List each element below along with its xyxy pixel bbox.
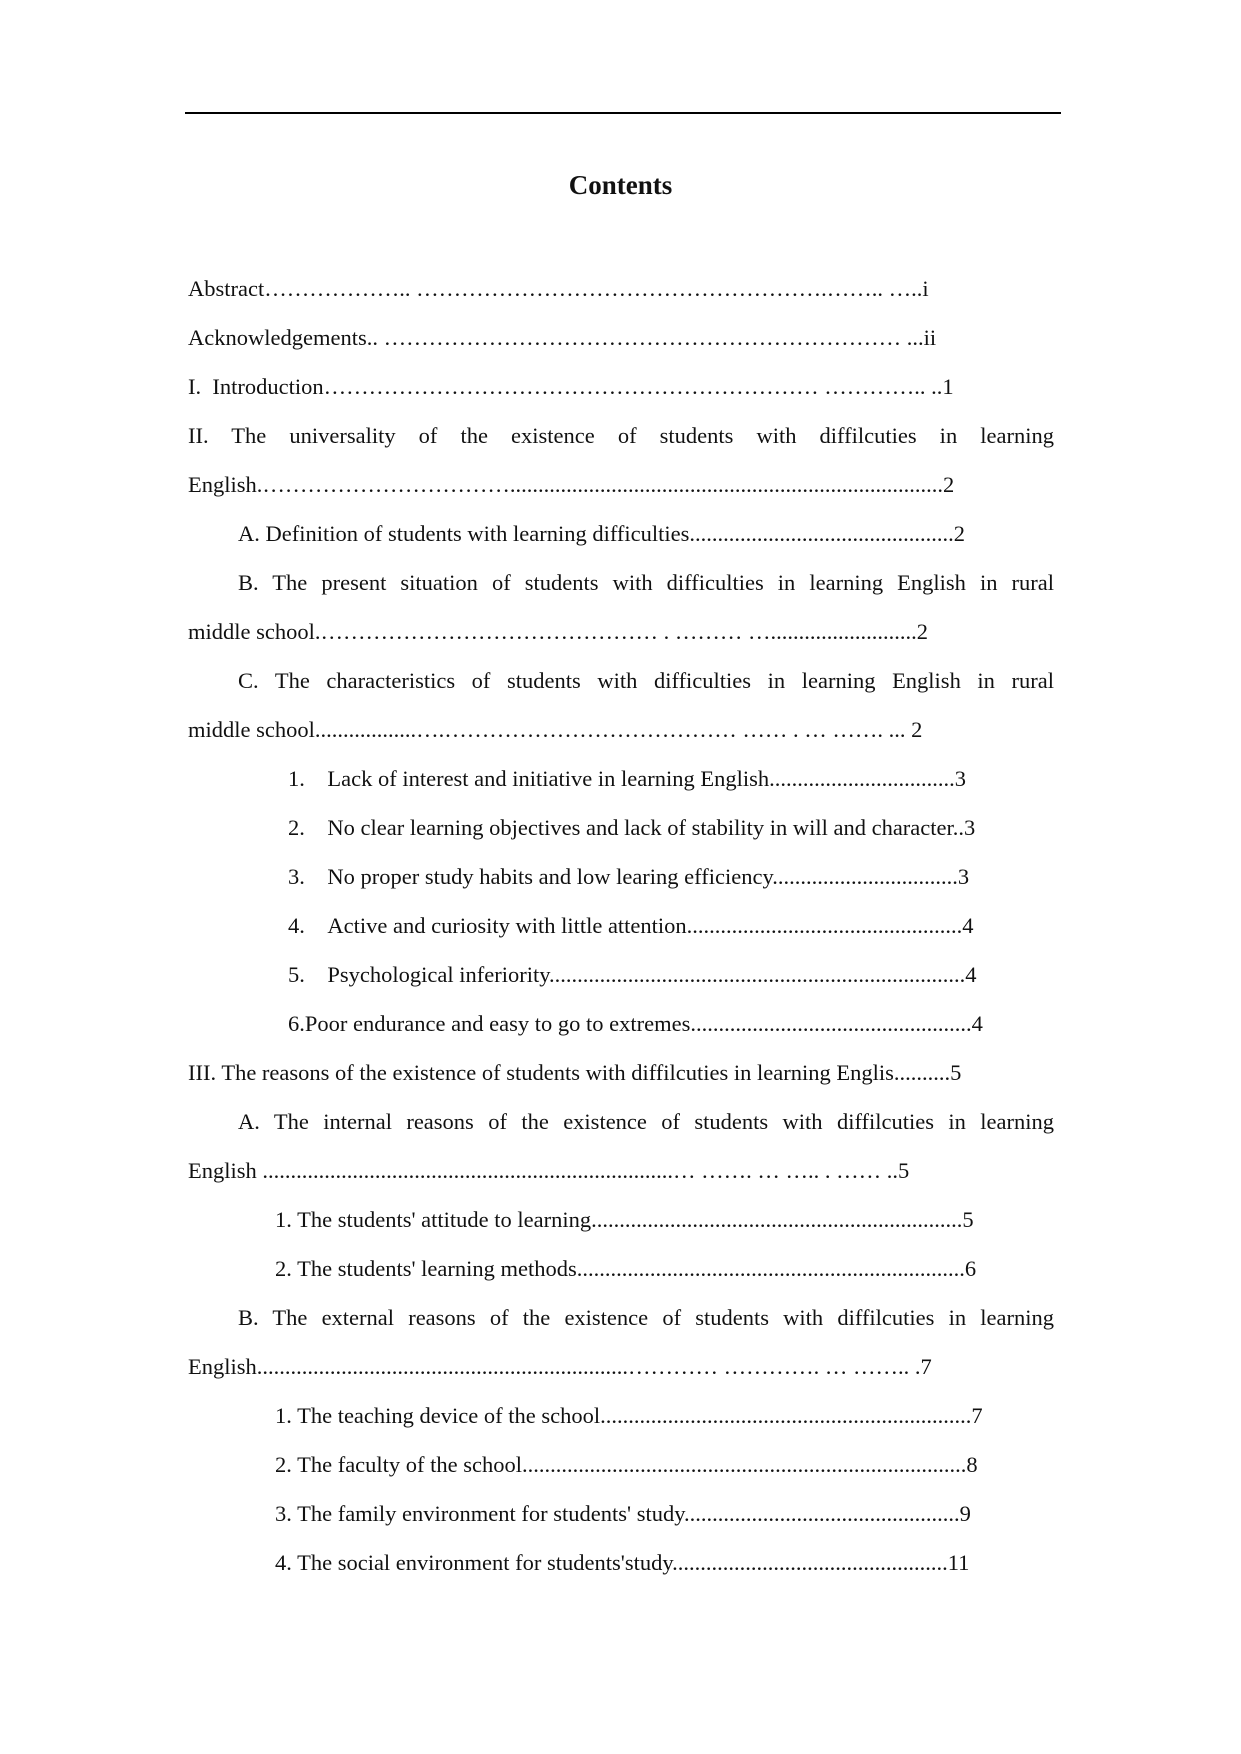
toc-entry-3b-4: 4. The social environment for students'study.................................................11	[275, 1550, 970, 1575]
page-title: Contents	[568, 170, 673, 200]
toc-entry-3b-cont: English..................................................................………… …………. … …….. .7	[188, 1354, 932, 1379]
toc-entry-introduction: I. Introduction………………………………………………………… ………….. ..1	[188, 374, 954, 399]
toc-entry-abstract: Abstract……………….. ……………………………………………….…….. …..i	[188, 276, 929, 301]
toc-entry-2b-cont: middle school.……………………………………… . ……… …..........................2	[188, 619, 928, 644]
toc-entry-section-3: III. The reasons of the existence of students with diffilcuties in learning Englis..........5	[188, 1060, 962, 1085]
toc-entry-section-2: II. The universality of the existence of students with diffilcuties in learning	[188, 423, 1054, 448]
toc-entry-2c-4: 4. Active and curiosity with little attention.................................................4	[288, 913, 974, 938]
toc-entry-3a-2: 2. The students' learning methods.....................................................................6	[275, 1256, 977, 1281]
toc-entry-3b-2: 2. The faculty of the school...............................................................................8	[275, 1452, 978, 1477]
toc-entry-2c: C. The characteristics of students with difficulties in learning English in rural	[238, 668, 1054, 693]
toc-entry-3a-cont: English .........................................................................… ……. … ….. . …… ..5	[188, 1158, 910, 1183]
toc-entry-2c-cont: middle school..................….………………………………… …… . … ……. ... 2	[188, 717, 923, 742]
toc-entry-section-2-cont: English.…………………………….............................................................................2	[188, 472, 955, 497]
toc-entry-2a: A. Definition of students with learning difficulties...............................................2	[238, 521, 966, 546]
toc-entry-2c-1: 1. Lack of interest and initiative in learning English.................................3	[288, 766, 966, 791]
header-rule	[185, 112, 1061, 114]
toc-entry-acknowledgements: Acknowledgements.. …………………………………………………………… ...ii	[188, 325, 937, 350]
toc-entry-3a-1: 1. The students' attitude to learning..................................................................5	[275, 1207, 974, 1232]
toc-entry-2c-5: 5. Psychological inferiority..........................................................................4	[288, 962, 977, 987]
toc-entry-2c-6: 6.Poor endurance and easy to go to extremes..................................................4	[288, 1011, 983, 1036]
toc-entry-2c-3: 3. No proper study habits and low learing efficiency.................................3	[288, 864, 970, 889]
toc-entry-2c-2: 2. No clear learning objectives and lack of stability in will and character..3	[288, 815, 976, 840]
toc-entry-3b: B. The external reasons of the existence of students with diffilcuties in learning	[238, 1305, 1054, 1330]
toc-entry-3a: A. The internal reasons of the existence of students with diffilcuties in learning	[238, 1109, 1054, 1134]
toc-entry-3b-3: 3. The family environment for students' study.................................................9	[275, 1501, 971, 1526]
toc-entry-2b: B. The present situation of students with difficulties in learning English in rural	[238, 570, 1054, 595]
toc-entry-3b-1: 1. The teaching device of the school..................................................................7	[275, 1403, 983, 1428]
